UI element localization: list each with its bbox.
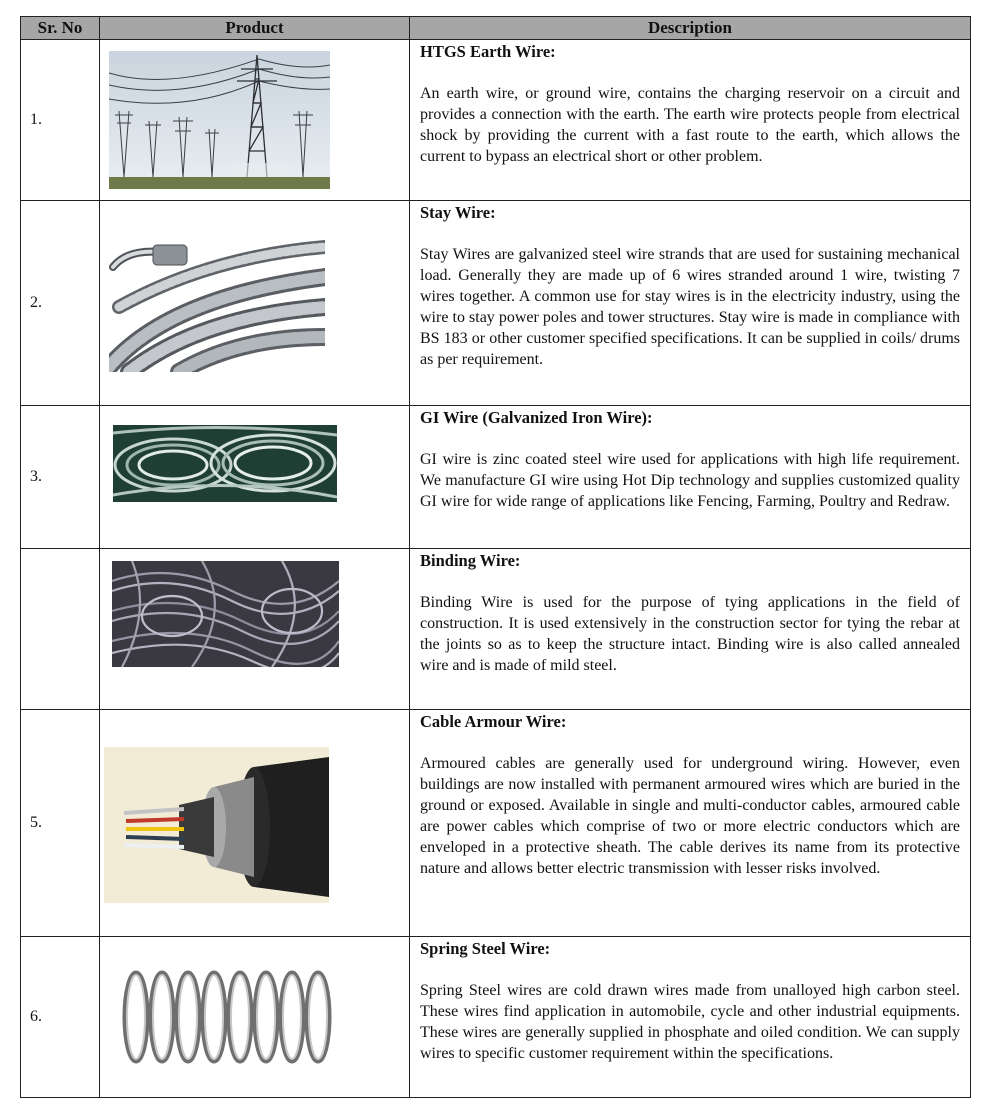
- stay-wire-coil-photo: [109, 237, 325, 372]
- product-cell: [100, 40, 410, 201]
- header-product: Product: [100, 17, 410, 40]
- product-cell: [100, 710, 410, 937]
- description-cell: [410, 201, 971, 406]
- row-number: 6.: [21, 937, 100, 1098]
- table-row: [21, 710, 971, 937]
- description-cell: [410, 40, 971, 201]
- armoured-cable-photo: [104, 747, 329, 903]
- table-row: [21, 406, 971, 549]
- description-cell: [410, 406, 971, 549]
- table-row: [21, 549, 971, 710]
- product-title: Spring Steel Wire:: [420, 939, 551, 958]
- product-cell: [100, 937, 410, 1098]
- product-description: Stay Wires are galvanized steel wire strands that are used for sustaining mechanical load. Generally they are made up of 6 wires stranded around 1 wire, twisting 7 wires together. A common use for stay wires is in the electricity industry, using the wire to stay power poles and tower structures. Stay wire is made in compliance with BS 183 or other customer specified specifications. It can be supplied in coils/ drums as per requirement.: [420, 246, 960, 368]
- products-table: [20, 16, 971, 1098]
- row-number: 1.: [21, 40, 100, 201]
- table-row: [21, 40, 971, 201]
- product-cell: [100, 549, 410, 710]
- row-number: 5.: [21, 710, 100, 937]
- product-description: Binding Wire is used for the purpose of tying applications in the field of construction. It is used extensively in the construction sector for tying the rebar at the joints so as to keep the structure intact. Binding wire is also called annealed wire and is made of mild steel.: [420, 594, 960, 674]
- product-title: Cable Armour Wire:: [420, 712, 567, 731]
- spring-coil-photo: [112, 961, 340, 1073]
- description-cell: [410, 549, 971, 710]
- gi-wire-coil-photo: [113, 425, 337, 502]
- product-description: An earth wire, or ground wire, contains the charging reservoir on a circuit and provides a connection with the earth. The earth wire protects people from electrical shock by providing the current with a fast route to the earth, which allows the current to bypass an electrical short or other problem.: [420, 85, 960, 165]
- table-row: [21, 201, 971, 406]
- product-cell: [100, 406, 410, 549]
- product-description: Armoured cables are generally used for underground wiring. However, even buildings are now installed with permanent armoured wires which are buried in the ground or exposed. Available in single and multi-conductor cables, armoured cable are power cables which comprise of two or more electric conductors which are enveloped in a protective sheath. The cable derives its name from its protective nature and allows better electric transmission with lesser risks involved.: [420, 755, 960, 877]
- product-cell: [100, 201, 410, 406]
- product-description: Spring Steel wires are cold drawn wires made from unalloyed high carbon steel. These wires find application in automobile, cycle and other industrial equipments. These wires are generally supplied in phosphate and oiled condition. We can supply wires to specific customer requirement within the specifications.: [420, 982, 960, 1062]
- product-title: GI Wire (Galvanized Iron Wire):: [420, 408, 653, 427]
- binding-wire-bundle-photo: [112, 561, 339, 667]
- product-title: HTGS Earth Wire:: [420, 42, 556, 61]
- row-number: 2.: [21, 201, 100, 406]
- product-description: GI wire is zinc coated steel wire used for applications with high life requirement. We manufacture GI wire using Hot Dip technology and supplies customized quality GI wire for wide range of applications like Fencing, Farming, Poultry and Redraw.: [420, 451, 960, 510]
- description-cell: [410, 937, 971, 1098]
- table-row: [21, 937, 971, 1098]
- row-number: 3.: [21, 406, 100, 549]
- row-number: [21, 549, 100, 710]
- transmission-towers-photo: [109, 51, 330, 189]
- description-cell: [410, 710, 971, 937]
- header-description: Description: [410, 17, 971, 40]
- table-header-row: [21, 17, 971, 40]
- product-title: Binding Wire:: [420, 551, 521, 570]
- header-sr-no: Sr. No: [21, 17, 100, 40]
- product-title: Stay Wire:: [420, 203, 496, 222]
